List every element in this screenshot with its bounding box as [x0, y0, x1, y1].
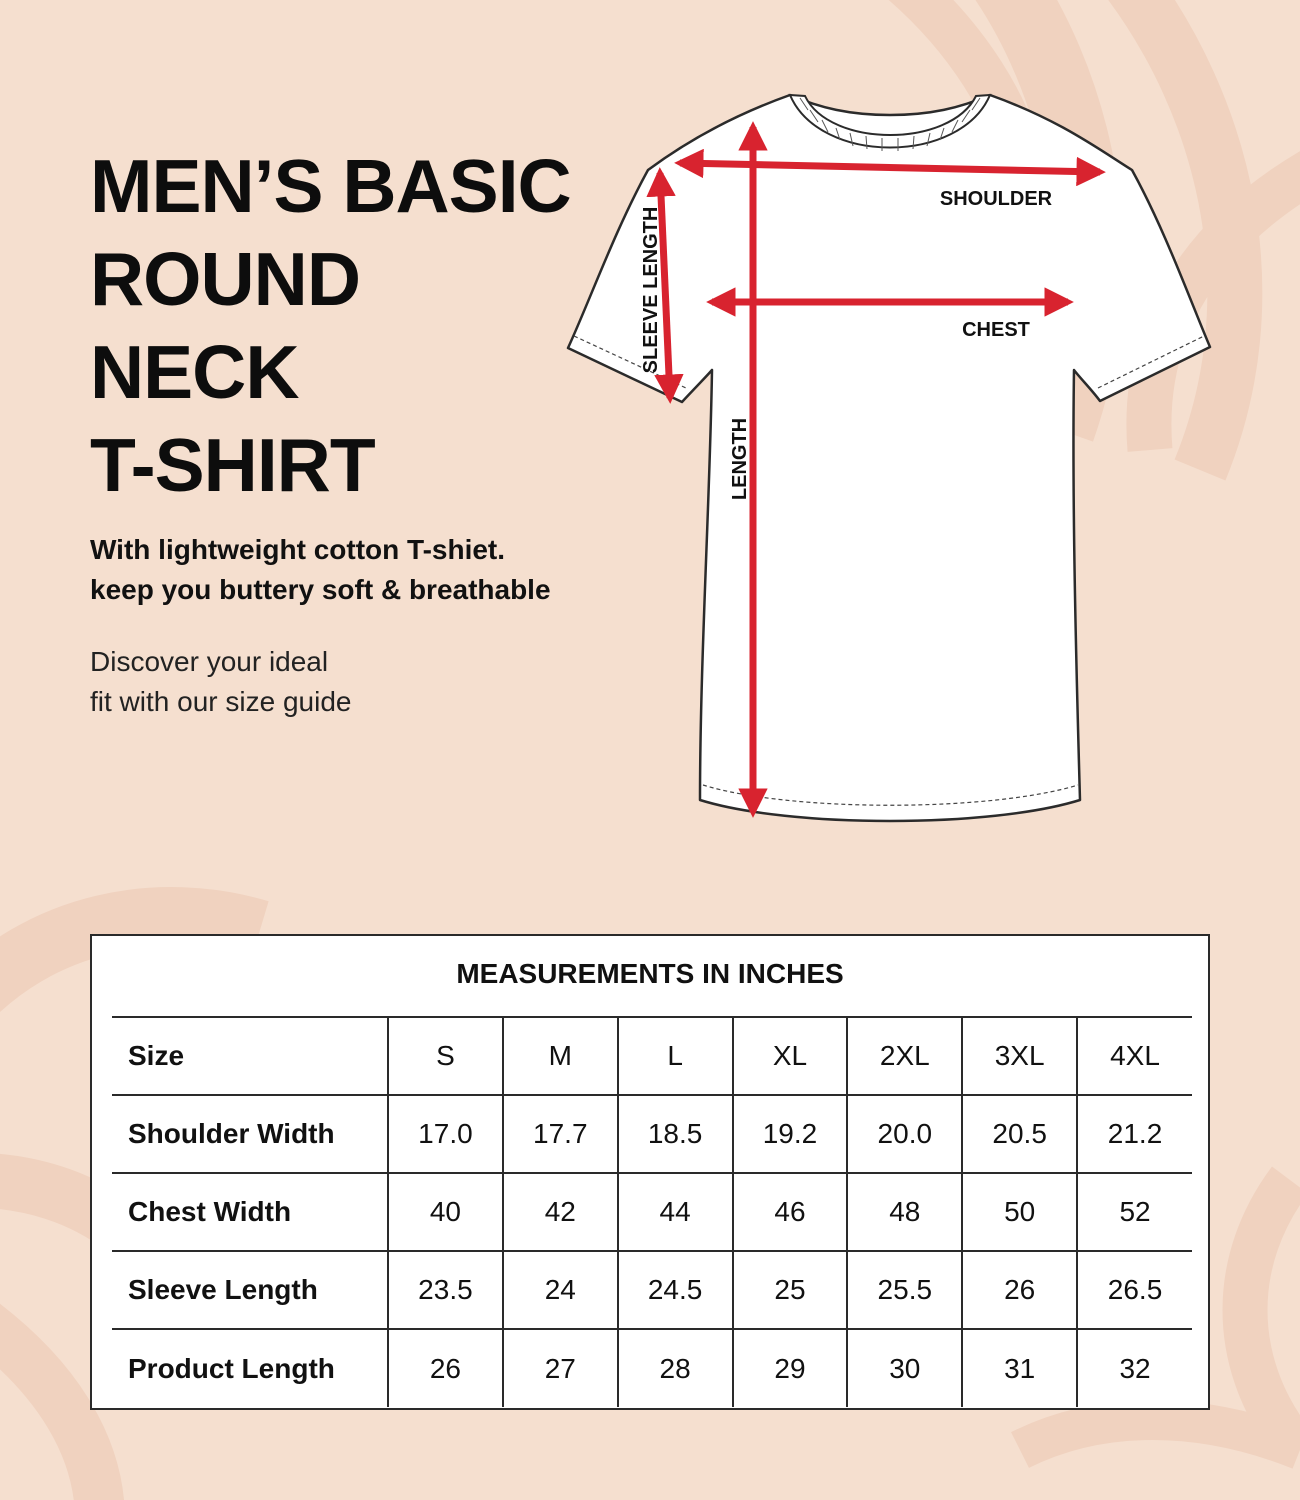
title-line: NECK — [90, 330, 299, 414]
table-cell: 21.2 — [1077, 1095, 1192, 1173]
table-row — [112, 1095, 1192, 1173]
guide-line: fit with our size guide — [90, 686, 352, 717]
size-column-header: M — [503, 1017, 618, 1095]
table-cell: 23.5 — [388, 1251, 503, 1329]
table-cell: 32 — [1077, 1329, 1192, 1407]
table-cell: 18.5 — [618, 1095, 733, 1173]
row-label: Sleeve Length — [112, 1251, 388, 1329]
row-label: Chest Width — [112, 1173, 388, 1251]
size-header: Size — [112, 1017, 388, 1095]
size-table — [112, 1016, 1192, 1407]
table-cell: 52 — [1077, 1173, 1192, 1251]
table-cell: 17.0 — [388, 1095, 503, 1173]
table-cell: 19.2 — [733, 1095, 848, 1173]
table-cell: 26 — [388, 1329, 503, 1407]
table-cell: 29 — [733, 1329, 848, 1407]
shoulder-label: SHOULDER — [939, 188, 1053, 210]
table-cell: 28 — [618, 1329, 733, 1407]
title-line: T-SHIRT — [90, 423, 375, 507]
tagline-line: keep you buttery soft & breathable — [90, 574, 551, 605]
row-label: Product Length — [112, 1329, 388, 1407]
row-label: Shoulder Width — [112, 1095, 388, 1173]
table-cell: 24.5 — [618, 1251, 733, 1329]
table-cell: 40 — [388, 1173, 503, 1251]
table-cell: 25 — [733, 1251, 848, 1329]
table-cell: 44 — [618, 1173, 733, 1251]
table-cell: 42 — [503, 1173, 618, 1251]
table-cell: 27 — [503, 1329, 618, 1407]
size-column-header: 4XL — [1077, 1017, 1192, 1095]
tagline-line: With lightweight cotton T-shiet. — [90, 534, 506, 565]
tshirt-diagram — [555, 85, 1225, 835]
size-chart-title: MEASUREMENTS IN INCHES — [456, 958, 844, 989]
table-cell: 30 — [847, 1329, 962, 1407]
table-cell: 26.5 — [1077, 1251, 1192, 1329]
size-column-header: 3XL — [962, 1017, 1077, 1095]
table-cell: 24 — [503, 1251, 618, 1329]
table-cell: 26 — [962, 1251, 1077, 1329]
product-title — [90, 140, 571, 512]
size-guide-intro — [90, 642, 351, 722]
table-cell: 20.0 — [847, 1095, 962, 1173]
table-cell: 20.5 — [962, 1095, 1077, 1173]
product-tagline — [90, 530, 551, 610]
table-cell: 17.7 — [503, 1095, 618, 1173]
table-cell: 46 — [733, 1173, 848, 1251]
size-column-header: L — [618, 1017, 733, 1095]
title-line: MEN’S BASIC — [90, 144, 571, 228]
table-header-row — [112, 1017, 1192, 1095]
table-cell: 48 — [847, 1173, 962, 1251]
table-cell: 50 — [962, 1173, 1077, 1251]
table-cell: 31 — [962, 1329, 1077, 1407]
size-column-header: 2XL — [847, 1017, 962, 1095]
title-line: ROUND — [90, 237, 360, 321]
size-column-header: S — [388, 1017, 503, 1095]
length-label: LENGTH — [729, 417, 751, 501]
sleeve-length-label: SLEEVE LENGTH — [640, 206, 662, 374]
table-row — [112, 1173, 1192, 1251]
table-row — [112, 1251, 1192, 1329]
table-cell: 25.5 — [847, 1251, 962, 1329]
chest-label: CHEST — [962, 319, 1030, 341]
size-column-header: XL — [733, 1017, 848, 1095]
guide-line: Discover your ideal — [90, 646, 329, 677]
size-chart — [90, 934, 1210, 1410]
table-row — [112, 1329, 1192, 1407]
